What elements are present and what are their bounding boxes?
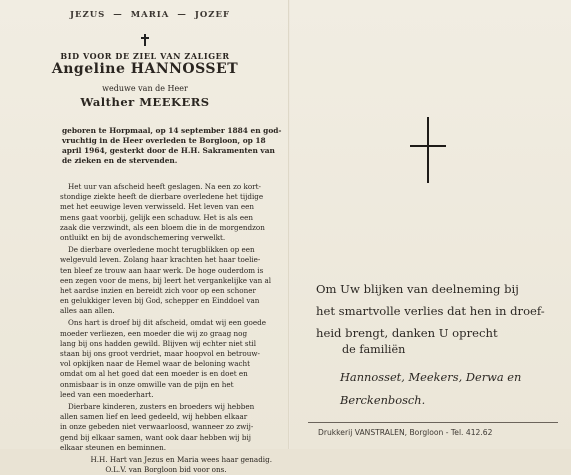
header-jozef: JOZEF: [194, 10, 230, 20]
memorial-text-line: met het eeuwige leven verwisseld. Het leven van een: [60, 202, 254, 212]
memorial-text-line: ten bleef ze trouw aan haar werk. De hoge ouderdom is: [60, 265, 264, 275]
closing-prayers: [60, 455, 272, 475]
condolence-line: Om Uw blijken van deelneming bij: [316, 282, 519, 296]
family-names-line: Hannosset, Meekers, Derwa en: [340, 370, 522, 384]
husband-name: Walther MEEKERS: [80, 95, 210, 109]
memorial-text-line: onmisbaar is in onze omwille van de pijn en het: [60, 379, 234, 389]
header-maria: MARIA: [130, 10, 170, 20]
condolence-line: heid brengt, danken U oprecht: [316, 326, 498, 340]
prayer-title: BID VOOR DE ZIEL VAN ZALIGER: [60, 51, 230, 61]
birth-line: vruchtig in de Heer overleden te Borgloon, op 18: [62, 136, 266, 145]
family-names: [340, 366, 565, 412]
memorial-text: [60, 182, 272, 453]
header-jezus-maria-jozef: [70, 10, 230, 20]
memorial-text-line: en gelukkiger leven bij God, schepper en Einddoel van: [60, 296, 260, 306]
memorial-text-line: staan bij ons groot verdriet, maar hoopvol en betrouw-: [60, 349, 260, 358]
memorial-text-line: ontluikt en bij de avondschemering verwelkt.: [60, 232, 226, 242]
widow-of-label: weduwe van de Heer: [102, 84, 188, 93]
memorial-text-line: welgevuld leven. Zolang haar krachten het haar toelie-: [60, 255, 261, 265]
right-panel: [290, 0, 571, 449]
memorial-text-line: leed van een moederhart.: [60, 389, 154, 399]
memorial-text-line: omdat om al het goed dat een moeder is en doet en: [60, 369, 248, 379]
printer-credit: Drukkerij VANSTRALEN, Borgloon - Tel. 412.62: [318, 428, 493, 437]
memorial-text-line: mens gaat voorbij, gelijk een schaduw. Het is als een: [60, 212, 253, 222]
deceased-name: Angeline HANNOSSET: [51, 61, 239, 77]
memorial-text-line: moeder verliezen, een moeder die wij zo graag nog: [60, 328, 248, 338]
memorial-text-line: allen samen lief en leed gedeeld, wij hebben elkaar: [60, 412, 248, 422]
header-separator: —: [113, 10, 123, 20]
family-names-line: Berckenbosch.: [340, 393, 426, 407]
condolence-thanks: [316, 278, 568, 344]
memorial-text-line: Het uur van afscheid heeft geslagen. Na een zo kort-: [68, 182, 261, 191]
birth-line: geboren te Horpmaal, op 14 september 1884 en god-: [62, 126, 282, 135]
large-cross-icon: [410, 117, 446, 183]
memorial-text-line: stondige ziekte heeft de dierbare overledene het tijdige: [60, 192, 264, 202]
memorial-text-line: het aardse inzien en bereidt zich voor op een schoner: [60, 285, 256, 295]
birth-line: de zieken en de stervenden.: [62, 156, 178, 165]
memorial-text-line: alles aan allen.: [60, 306, 115, 316]
closing-line-olv: O.L.V. van Borgloon bid voor ons.: [105, 465, 227, 474]
small-cross-icon: [141, 34, 149, 46]
header-jezus: JEZUS: [70, 10, 106, 20]
memorial-text-line: vol opkijken naar de Hemel waar de beloning wacht: [60, 359, 251, 369]
memorial-text-line: in onze gebeden niet verwaarloosd, wanneer zo zwij-: [60, 422, 254, 432]
memorial-text-line: Ons hart is droef bij dit afscheid, omdat wij een goede: [68, 318, 266, 328]
closing-line-heart: H.H. Hart van Jezus en Maria wees haar genadig.: [90, 455, 272, 464]
birth-death-details: [62, 126, 282, 166]
memorial-text-line: Dierbare kinderen, zusters en broeders wij hebben: [68, 401, 255, 411]
condolence-line: het smartvolle verlies dat hen in droef-: [316, 304, 545, 318]
footer-rule: [308, 422, 558, 423]
memorial-text-line: gend bij elkaar samen, want ook daar hebben wij bij: [60, 432, 251, 442]
memorial-text-line: elkaar steunen en beminnen.: [60, 442, 167, 452]
birth-line: april 1964, gesterkt door de H.H. Sakramenten van: [62, 146, 275, 155]
memorial-text-line: zaak die verzwindt, als een bloem die in de morgendzon: [60, 222, 265, 232]
header-separator: —: [177, 10, 187, 20]
memorial-text-line: De dierbare overledene mocht terugblikken op een: [68, 245, 255, 255]
memorial-text-line: een zegen voor de mens, bij leert het vergankelijke van al: [60, 275, 272, 285]
families-title: de familiën: [342, 343, 406, 356]
memorial-text-line: lang bij ons hadden gewild. Blijven wij echter niet stil: [60, 338, 257, 348]
